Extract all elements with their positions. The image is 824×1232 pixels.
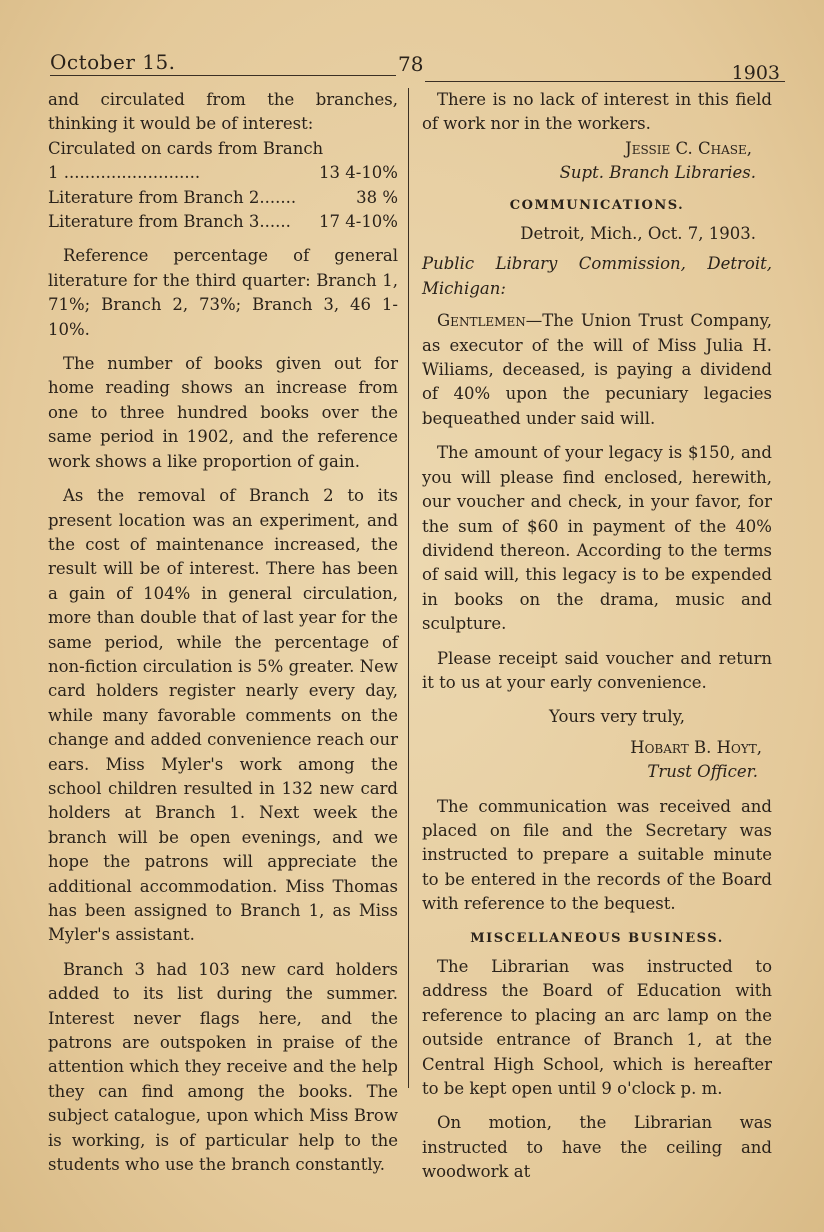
letter-paragraph: The amount of your legacy is $150, and you will please find enclosed, herewith, our voucher and check, in your favor, for the sum of $60 in payment of the 40% dividend thereon. According to the terms of said will, this legacy is to be expended in books on the drama, music and sculpture. (422, 443, 772, 634)
letter-paragraph: Please receipt said voucher and return it to us at your early convenience. (422, 648, 772, 692)
opening-text: There is no lack of interest in this field of work nor in the workers. (422, 90, 772, 134)
circulation-row-value: 17 4-10% (319, 212, 398, 232)
misc-paragraph: On motion, the Librarian was instructed to have the ceiling and woodwork at (422, 1113, 772, 1182)
header-date: October 15. (50, 50, 176, 74)
letter-salutation: Gentlemen (437, 311, 526, 331)
column-divider (408, 88, 409, 1088)
letter-paragraph-text: —The Union Trust Company, as executor of the will of Miss Julia H. Wiliams, deceased, is paying a dividend of 40% upon the pecuniary legacies bequeathed under said will. (422, 311, 772, 428)
circulation-row-value: 13 4-10% (319, 163, 398, 183)
paragraph-branch-3: Branch 3 had 103 new card holders added to its list during the summer. Interest never flags here, and the patrons are outspoken in praise of the attention which they receive and the help they can find among the books. The subject catalogue, upon which Miss Brow is working, is of particular help to the students who use the branch constantly. (48, 959, 398, 1175)
letter-signature-title: Trust Officer. (647, 762, 758, 782)
misc-paragraph: The Librarian was instructed to address the Board of Education with reference to placing an arc lamp on the outside entrance of Branch 1, at the Central High School, which is hereafter to be kept open until 9 o'clock p. m. (422, 957, 772, 1099)
paragraph-branch-2: As the removal of Branch 2 to its present location was an experiment, and the cost of maintenance increased, the result will be of interest. There has been a gain of 104% in general circulation, more than double that of last year for the same period, while the percentage of non-fiction circulation is 5% greater. New card holders register nearly every day, while many favorable comments on the change and added convenience reach our ears. Miss Myler's work among the school children resulted in 132 new card holders at Branch 1. Next week the branch will be open evenings, and we hope the patrons will appreciate the additional accommodation. Miss Thomas has been assigned to Branch 1, as Miss Myler's assistant. (48, 486, 398, 945)
letter-address: Public Library Commission, Detroit, Michigan: (422, 254, 772, 298)
section-heading-communications: COMMUNICATIONS. (509, 197, 685, 213)
header-rule-left (50, 75, 396, 76)
paragraph-books: The number of books given out for home reading shows an increase from one to three hundred books over the same period in 1902, and the reference work shows a like proportion of gain. (48, 354, 398, 471)
signature-title: Supt. Branch Libraries. (559, 163, 756, 183)
intro-text: and circulated from the branches, thinking it would be of interest: (48, 90, 398, 134)
circulation-row-value: 38 % (356, 187, 398, 207)
circulation-row (48, 161, 398, 185)
letter-closing: Yours very truly, (549, 707, 685, 727)
header-year: 1903 (731, 62, 780, 84)
page-header (50, 50, 780, 90)
right-column (422, 88, 772, 1195)
circulation-row-label: Literature from Branch 2....... (48, 187, 297, 207)
left-column (48, 88, 398, 1187)
letter-dateline: Detroit, Mich., Oct. 7, 1903. (520, 224, 756, 244)
paragraph-reference: Reference percentage of general literature for the third quarter: Branch 1, 71%; Branch 2, 73%; Branch 3, 46 1-10%. (48, 246, 398, 339)
circulation-row-label: 1 .......................... (48, 163, 201, 183)
letter-paragraph (422, 309, 772, 431)
circulation-title: Circulated on cards from Branch (48, 138, 324, 158)
letter-signature-name: Hobart B. Hoyt, (630, 737, 762, 757)
header-rule-right (425, 81, 785, 82)
section-heading-misc: MISCELLANEOUS BUSINESS. (470, 930, 724, 946)
communication-note: The communication was received and placed on file and the Secretary was instructed to prepare a suitable minute to be entered in the records of the Board with reference to the bequest. (422, 796, 772, 914)
circulation-row (48, 210, 398, 234)
page-number: 78 (398, 52, 424, 76)
circulation-row-label: Literature from Branch 3...... (48, 212, 291, 232)
circulation-row (48, 186, 398, 210)
signature-name: Jessie C. Chase, (625, 138, 752, 158)
